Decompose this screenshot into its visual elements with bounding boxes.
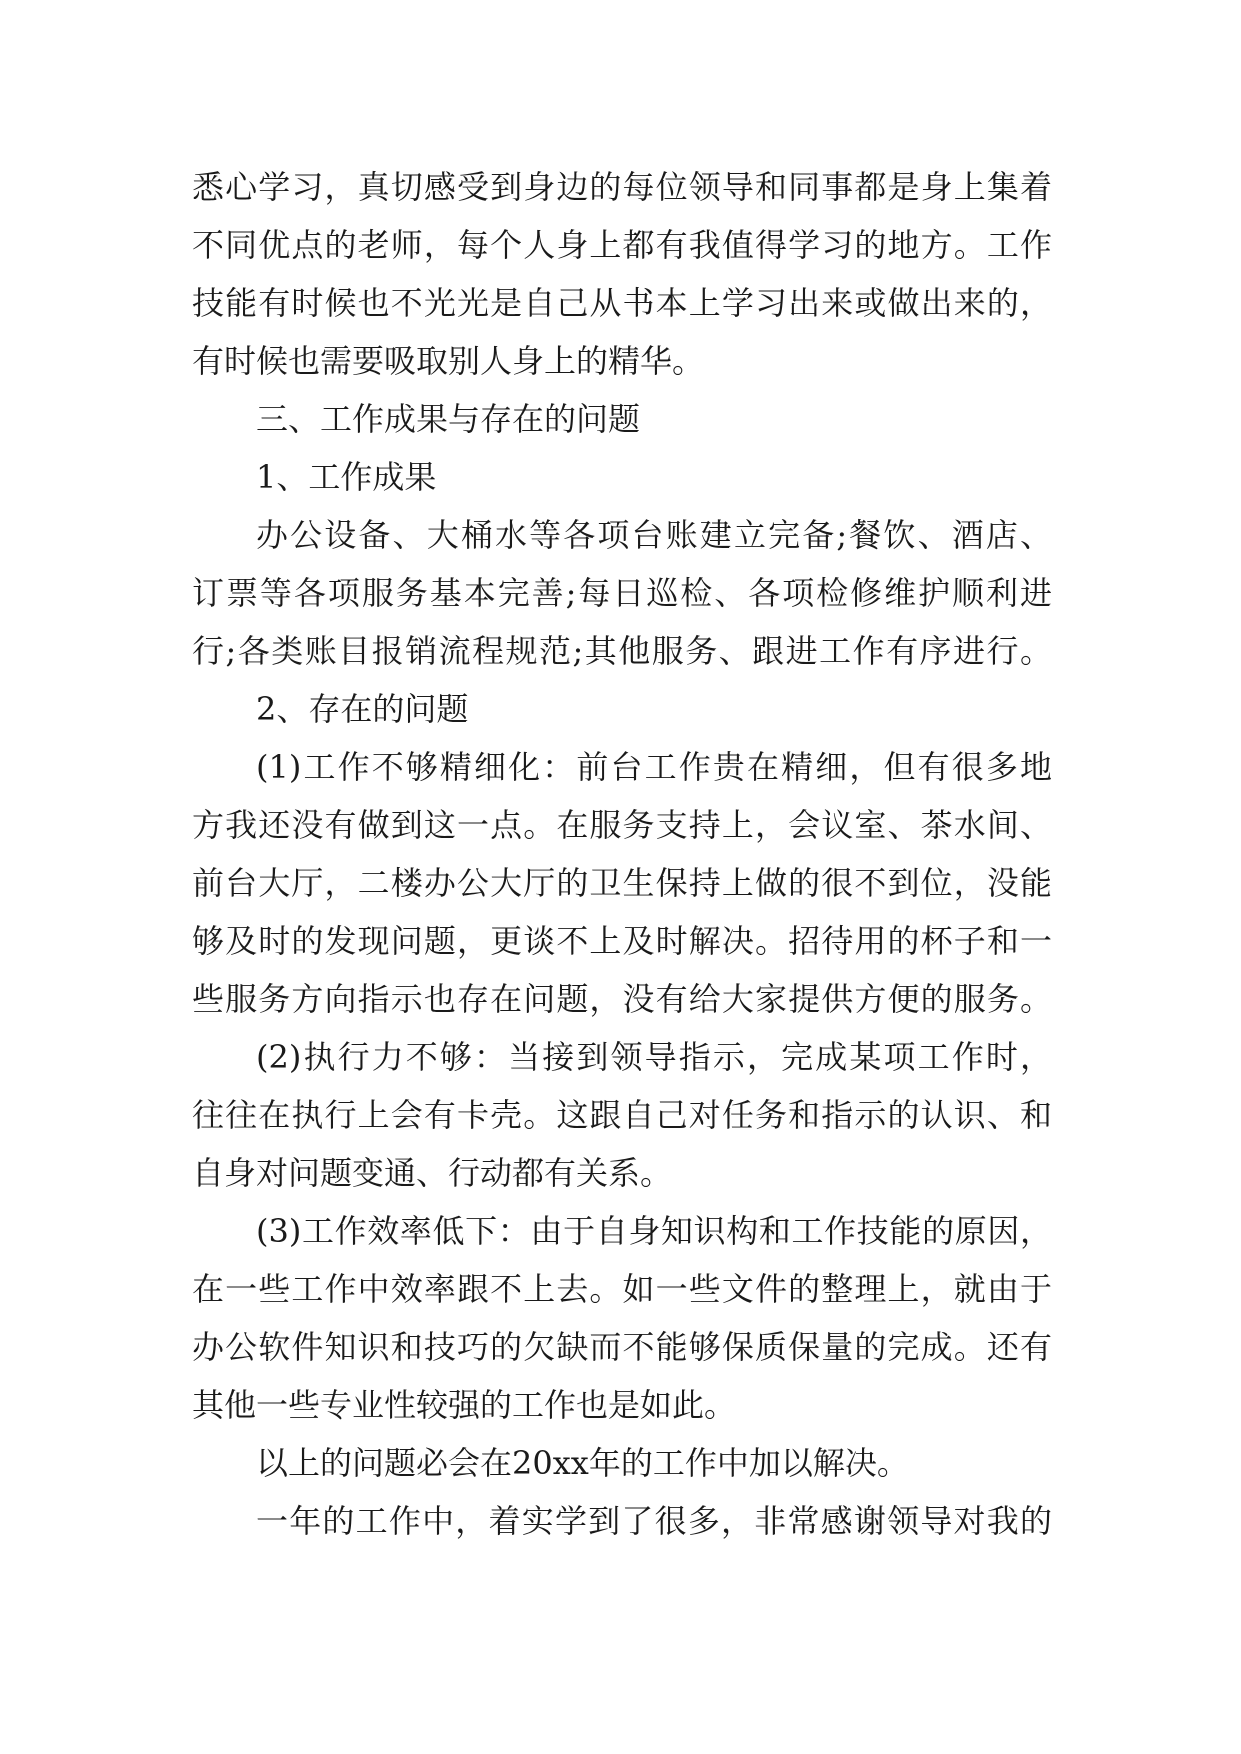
paragraph-line: (1)工作不够精细化：前台工作贵在精细，但有很多地 bbox=[256, 748, 1052, 786]
paragraph-line: 办公设备、大桶水等各项台账建立完备;餐饮、酒店、 bbox=[256, 516, 1052, 554]
document-body bbox=[192, 158, 1052, 1550]
paragraph-line: 办公软件知识和技巧的欠缺而不能够保质保量的完成。还有 bbox=[192, 1328, 1052, 1366]
paragraph-line: 往往在执行上会有卡壳。这跟自己对任务和指示的认识、和 bbox=[192, 1096, 1052, 1134]
paragraph-line: 在一些工作中效率跟不上去。如一些文件的整理上，就由于 bbox=[192, 1270, 1052, 1308]
paragraph-line: 行;各类账目报销流程规范;其他服务、跟进工作有序进行。 bbox=[192, 632, 1052, 670]
paragraph-line: 方我还没有做到这一点。在服务支持上，会议室、茶水间、 bbox=[192, 806, 1052, 844]
section-heading: 三、工作成果与存在的问题 bbox=[256, 400, 641, 438]
paragraph-line: (2)执行力不够：当接到领导指示，完成某项工作时， bbox=[256, 1038, 1052, 1076]
paragraph-line: 悉心学习，真切感受到身边的每位领导和同事都是身上集着 bbox=[192, 168, 1052, 206]
paragraph-line: 够及时的发现问题，更谈不上及时解决。招待用的杯子和一 bbox=[192, 922, 1052, 960]
paragraph-line: 一年的工作中，着实学到了很多，非常感谢领导对我的 bbox=[256, 1502, 1052, 1540]
paragraph-line: 其他一些专业性较强的工作也是如此。 bbox=[192, 1386, 737, 1424]
paragraph-line: 前台大厅，二楼办公大厅的卫生保持上做的很不到位，没能 bbox=[192, 864, 1052, 902]
paragraph-line: 技能有时候也不光光是自己从书本上学习出来或做出来的， bbox=[192, 284, 1052, 322]
paragraph-line: 订票等各项服务基本完善;每日巡检、各项检修维护顺利进 bbox=[192, 574, 1052, 612]
paragraph-line: (3)工作效率低下：由于自身知识构和工作技能的原因， bbox=[256, 1212, 1052, 1250]
paragraph-line: 些服务方向指示也存在问题，没有给大家提供方便的服务。 bbox=[192, 980, 1052, 1018]
paragraph-line: 自身对问题变通、行动都有关系。 bbox=[192, 1154, 673, 1192]
paragraph-line: 以上的问题必会在20xx年的工作中加以解决。 bbox=[256, 1444, 909, 1482]
subsection-heading: 1、工作成果 bbox=[256, 458, 437, 496]
paragraph-line: 不同优点的老师，每个人身上都有我值得学习的地方。工作 bbox=[192, 226, 1052, 264]
paragraph-line: 有时候也需要吸取别人身上的精华。 bbox=[192, 342, 705, 380]
subsection-heading: 2、存在的问题 bbox=[256, 690, 469, 728]
